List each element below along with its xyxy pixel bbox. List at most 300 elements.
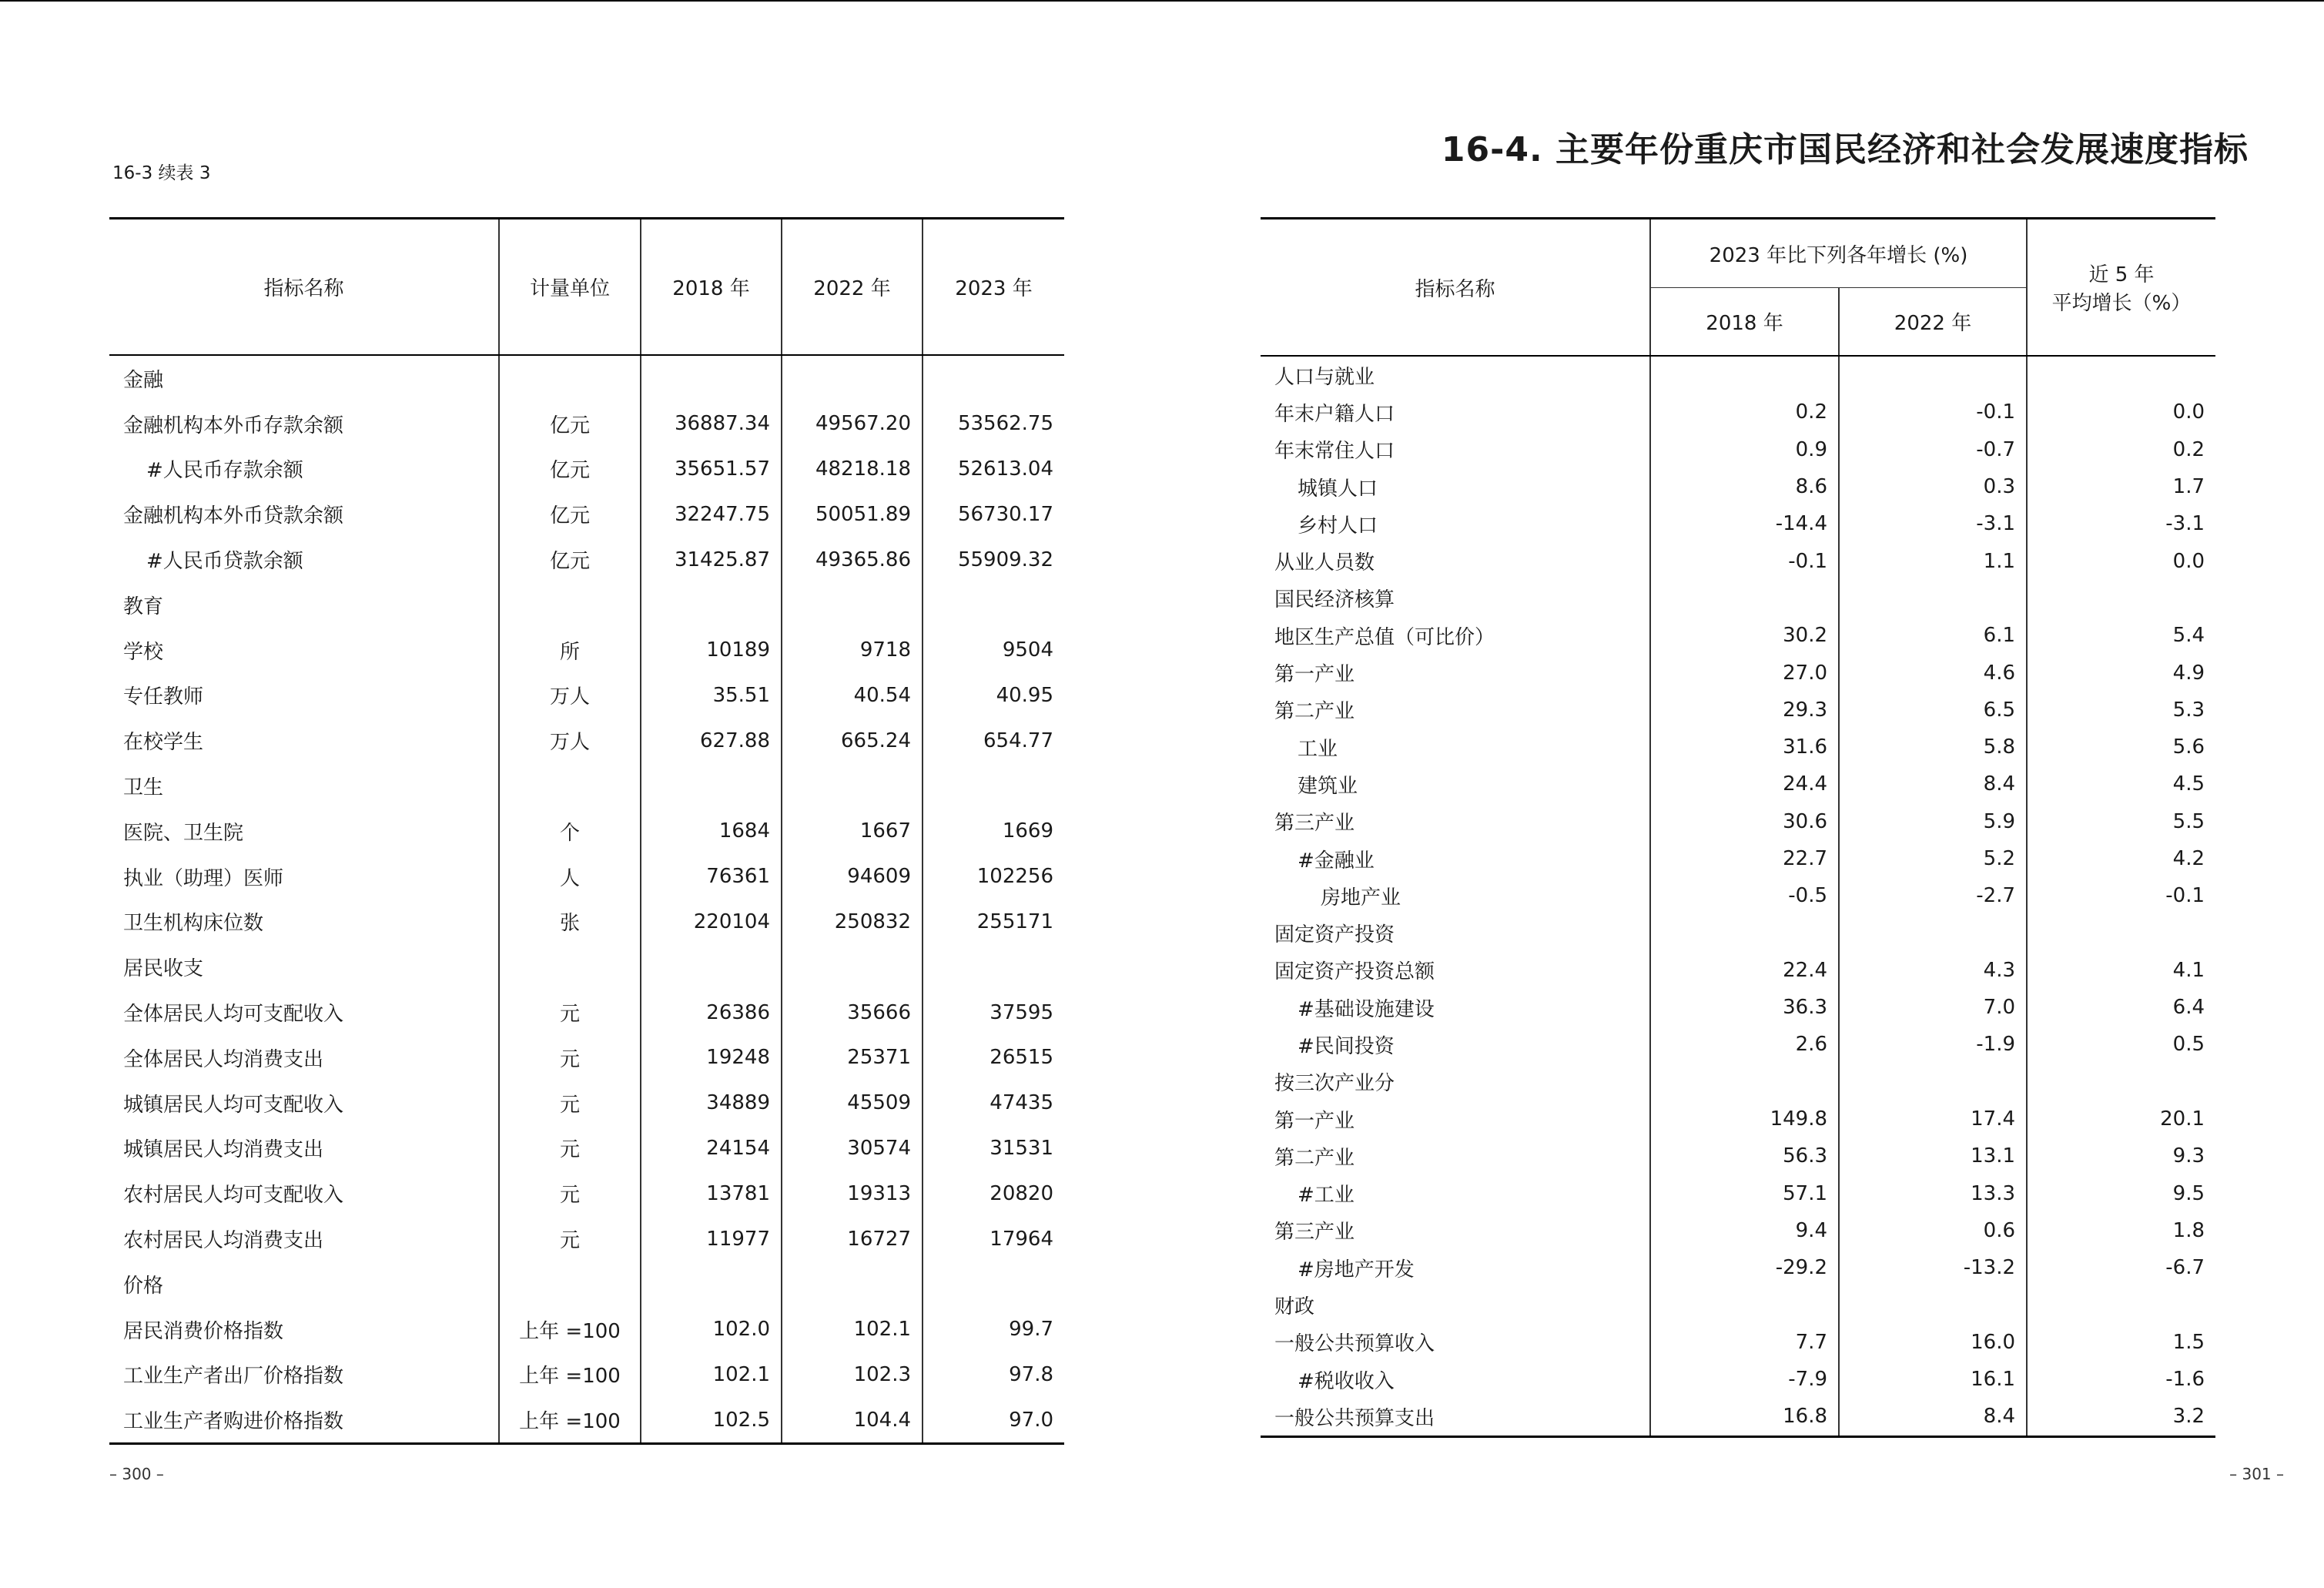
row-value-2022 — [782, 944, 923, 990]
row-value-2018: 627.88 — [641, 718, 782, 763]
row-growth-vs-2018: 27.0 — [1650, 654, 1839, 691]
row-value-2018 — [641, 355, 782, 401]
row-growth-vs-2018: 7.7 — [1650, 1324, 1839, 1361]
row-unit: 亿元 — [499, 491, 641, 537]
table-row — [1261, 580, 2215, 617]
row-indicator-name: 工业生产者购进价格指数 — [109, 1397, 499, 1443]
row-growth-vs-2018: 0.9 — [1650, 431, 1839, 468]
row-value-2018: 1684 — [641, 809, 782, 854]
row-5yr-average — [2027, 914, 2215, 951]
row-value-2023 — [923, 1261, 1064, 1307]
row-growth-vs-2018: -29.2 — [1650, 1249, 1839, 1286]
row-growth-vs-2018: 56.3 — [1650, 1137, 1839, 1174]
row-indicator-name: 从业人员数 — [1274, 551, 1375, 575]
row-growth-vs-2022: 5.9 — [1839, 803, 2027, 840]
row-growth-vs-2018: 30.2 — [1650, 617, 1839, 654]
row-unit: 张 — [499, 900, 641, 945]
row-5yr-average: 4.5 — [2027, 766, 2215, 802]
row-indicator-name: #基础设施建设 — [1298, 997, 1435, 1021]
row-indicator-name: 医院、卫生院 — [123, 821, 244, 845]
table-row — [1261, 542, 2215, 579]
row-indicator-name: 按三次产业分 — [1274, 1072, 1395, 1096]
row-growth-vs-2018: -14.4 — [1650, 505, 1839, 542]
table-row — [109, 1216, 1064, 1261]
table-row — [109, 990, 1064, 1035]
table-row — [1261, 840, 2215, 877]
table-row — [1261, 729, 2215, 766]
row-indicator-name: 第一产业 — [1274, 663, 1355, 687]
row-indicator-name: 第二产业 — [1274, 1146, 1355, 1170]
row-unit: 亿元 — [499, 447, 641, 492]
row-indicator-name: 第三产业 — [1274, 812, 1355, 836]
row-growth-vs-2022: 6.1 — [1839, 617, 2027, 654]
right-page — [1162, 0, 2324, 1588]
row-value-2018 — [641, 763, 782, 809]
header-indicator-name: 指标名称 — [1261, 219, 1650, 357]
row-growth-vs-2018: 9.4 — [1650, 1212, 1839, 1249]
row-growth-vs-2018 — [1650, 1286, 1839, 1323]
row-value-2022: 94609 — [782, 854, 923, 900]
row-indicator-name: 年末常住人口 — [1274, 440, 1395, 464]
row-value-2018: 220104 — [641, 900, 782, 945]
row-value-2022: 25371 — [782, 1035, 923, 1080]
table-row — [109, 1307, 1064, 1352]
row-value-2022 — [782, 763, 923, 809]
row-growth-vs-2022 — [1839, 914, 2027, 951]
row-value-2023 — [923, 944, 1064, 990]
row-5yr-average: 3.2 — [2027, 1398, 2215, 1436]
row-5yr-average: 1.7 — [2027, 468, 2215, 505]
table-row — [109, 447, 1064, 492]
row-growth-vs-2018: 57.1 — [1650, 1175, 1839, 1212]
row-value-2022: 104.4 — [782, 1397, 923, 1443]
page-number: – 301 – — [2229, 1465, 2284, 1483]
row-growth-vs-2022: 4.3 — [1839, 952, 2027, 989]
row-growth-vs-2022: 0.6 — [1839, 1212, 2027, 1249]
row-5yr-average: 5.4 — [2027, 617, 2215, 654]
row-5yr-average: -3.1 — [2027, 505, 2215, 542]
row-growth-vs-2022: 7.0 — [1839, 989, 2027, 1026]
row-value-2022: 45509 — [782, 1080, 923, 1126]
row-unit — [499, 944, 641, 990]
row-growth-vs-2022: -0.7 — [1839, 431, 2027, 468]
row-indicator-name: 在校学生 — [123, 731, 204, 755]
table-row — [1261, 766, 2215, 802]
row-growth-vs-2022: -0.1 — [1839, 394, 2027, 431]
row-growth-vs-2022 — [1839, 1064, 2027, 1101]
row-value-2022: 102.3 — [782, 1352, 923, 1398]
row-unit: 亿元 — [499, 537, 641, 582]
row-indicator-name: 年末户籍人口 — [1274, 402, 1395, 426]
row-growth-vs-2018: 22.7 — [1650, 840, 1839, 877]
row-value-2023: 1669 — [923, 809, 1064, 854]
table-row — [109, 1261, 1064, 1307]
row-indicator-name: 工业 — [1298, 737, 1338, 761]
row-growth-vs-2018: 16.8 — [1650, 1398, 1839, 1436]
table-row — [1261, 1175, 2215, 1212]
row-value-2018: 102.0 — [641, 1307, 782, 1352]
row-indicator-name: 居民收支 — [123, 957, 204, 981]
row-value-2023: 99.7 — [923, 1307, 1064, 1352]
row-indicator-name: 价格 — [123, 1274, 164, 1298]
row-indicator-name: 一般公共预算支出 — [1261, 1398, 1650, 1436]
table-row — [1261, 505, 2215, 542]
row-indicator-name: #人民币贷款余额 — [146, 550, 303, 574]
row-value-2022 — [782, 582, 923, 628]
row-value-2018: 13781 — [641, 1171, 782, 1216]
row-indicator-name: #金融业 — [1298, 849, 1375, 873]
row-growth-vs-2018: 149.8 — [1650, 1101, 1839, 1137]
row-indicator-name: 金融机构本外币存款余额 — [123, 414, 344, 437]
row-value-2023: 31531 — [923, 1126, 1064, 1171]
row-indicator-name: 城镇人口 — [1298, 477, 1378, 501]
row-growth-vs-2022: 4.6 — [1839, 654, 2027, 691]
row-unit: 元 — [499, 1216, 641, 1261]
row-growth-vs-2018: 8.6 — [1650, 468, 1839, 505]
row-growth-vs-2018 — [1650, 356, 1839, 394]
table-row — [1261, 1101, 2215, 1137]
row-5yr-average — [2027, 580, 2215, 617]
table-row — [109, 401, 1064, 447]
row-value-2023: 97.8 — [923, 1352, 1064, 1398]
row-value-2023: 20820 — [923, 1171, 1064, 1216]
row-value-2023: 26515 — [923, 1035, 1064, 1080]
row-growth-vs-2018: -7.9 — [1650, 1361, 1839, 1398]
row-value-2018: 11977 — [641, 1216, 782, 1261]
row-value-2023: 654.77 — [923, 718, 1064, 763]
row-5yr-average: 4.1 — [2027, 952, 2215, 989]
row-growth-vs-2022: 13.1 — [1839, 1137, 2027, 1174]
row-indicator-name: 人口与就业 — [1274, 365, 1375, 389]
table-row — [109, 763, 1064, 809]
table-row — [1261, 654, 2215, 691]
table-row — [109, 537, 1064, 582]
row-unit: 个 — [499, 809, 641, 854]
header-2022: 2022 年 — [782, 219, 923, 356]
row-unit: 上年 =100 — [499, 1397, 641, 1443]
table-row — [109, 628, 1064, 673]
row-value-2022 — [782, 1261, 923, 1307]
row-indicator-name: #工业 — [1298, 1184, 1355, 1208]
row-unit: 元 — [499, 1035, 641, 1080]
row-growth-vs-2018: 30.6 — [1650, 803, 1839, 840]
row-5yr-average: 0.0 — [2027, 542, 2215, 579]
row-growth-vs-2022: 6.5 — [1839, 692, 2027, 729]
row-value-2023: 52613.04 — [923, 447, 1064, 492]
row-value-2023: 55909.32 — [923, 537, 1064, 582]
table-row — [109, 1352, 1064, 1398]
row-indicator-name: #民间投资 — [1298, 1034, 1395, 1058]
row-value-2022: 48218.18 — [782, 447, 923, 492]
row-5yr-average: -1.6 — [2027, 1361, 2215, 1398]
table-row — [1261, 1398, 2215, 1436]
row-growth-vs-2022: 16.0 — [1839, 1324, 2027, 1361]
header-growth-group: 2023 年比下列各年增长 (%) — [1650, 219, 2027, 288]
row-growth-vs-2018: -0.5 — [1650, 877, 1839, 914]
row-unit — [499, 763, 641, 809]
row-indicator-name: 卫生 — [123, 776, 164, 800]
row-growth-vs-2018: 22.4 — [1650, 952, 1839, 989]
row-5yr-average: 1.5 — [2027, 1324, 2215, 1361]
row-growth-vs-2018 — [1650, 914, 1839, 951]
row-growth-vs-2018: 36.3 — [1650, 989, 1839, 1026]
table-row — [1261, 394, 2215, 431]
row-value-2022: 9718 — [782, 628, 923, 673]
row-growth-vs-2022: 5.2 — [1839, 840, 2027, 877]
row-unit: 上年 =100 — [499, 1307, 641, 1352]
header-5yr-average — [2027, 219, 2215, 357]
table-row — [109, 491, 1064, 537]
table-row — [109, 1397, 1064, 1443]
finance-education-table — [109, 217, 1064, 1445]
row-unit: 上年 =100 — [499, 1352, 641, 1398]
header-2022: 2022 年 — [1839, 288, 2027, 357]
row-value-2022: 50051.89 — [782, 491, 923, 537]
row-value-2018: 102.5 — [641, 1397, 782, 1443]
table-row — [1261, 468, 2215, 505]
row-value-2018: 26386 — [641, 990, 782, 1035]
row-unit — [499, 355, 641, 401]
row-growth-vs-2018: 2.6 — [1650, 1026, 1839, 1063]
row-value-2023: 37595 — [923, 990, 1064, 1035]
row-value-2018: 102.1 — [641, 1352, 782, 1398]
row-indicator-name: #税收收入 — [1298, 1369, 1395, 1393]
row-indicator-name: 城镇居民人均可支配收入 — [123, 1093, 344, 1117]
row-value-2022: 665.24 — [782, 718, 923, 763]
row-indicator-name: 固定资产投资总额 — [1274, 960, 1435, 984]
table-header-row — [1261, 219, 2215, 288]
row-value-2023: 102256 — [923, 854, 1064, 900]
row-indicator-name: #房地产开发 — [1298, 1258, 1415, 1281]
row-value-2023: 47435 — [923, 1080, 1064, 1126]
row-growth-vs-2022: 8.4 — [1839, 1398, 2027, 1436]
row-value-2018 — [641, 1261, 782, 1307]
row-value-2018: 35.51 — [641, 673, 782, 719]
row-value-2018: 19248 — [641, 1035, 782, 1080]
row-indicator-name: 专任教师 — [123, 685, 204, 709]
row-growth-vs-2018: 29.3 — [1650, 692, 1839, 729]
row-value-2018: 34889 — [641, 1080, 782, 1126]
row-growth-vs-2022 — [1839, 356, 2027, 394]
row-value-2023: 97.0 — [923, 1397, 1064, 1443]
row-5yr-average: 5.3 — [2027, 692, 2215, 729]
row-value-2018: 32247.75 — [641, 491, 782, 537]
table-row — [1261, 877, 2215, 914]
table-caption: 16-3 续表 3 — [112, 163, 211, 183]
row-indicator-name: 一般公共预算收入 — [1274, 1332, 1435, 1356]
row-unit: 所 — [499, 628, 641, 673]
row-value-2022 — [782, 355, 923, 401]
row-unit: 元 — [499, 1126, 641, 1171]
row-indicator-name: 执业（助理）医师 — [123, 866, 284, 890]
row-indicator-name: 固定资产投资 — [1274, 923, 1395, 947]
table-row — [1261, 1026, 2215, 1063]
growth-rate-table — [1261, 217, 2215, 1438]
row-growth-vs-2022: -13.2 — [1839, 1249, 2027, 1286]
row-growth-vs-2022: 13.3 — [1839, 1175, 2027, 1212]
table-row — [1261, 692, 2215, 729]
row-unit — [499, 582, 641, 628]
row-value-2018: 35651.57 — [641, 447, 782, 492]
row-value-2018: 76361 — [641, 854, 782, 900]
row-growth-vs-2022: -1.9 — [1839, 1026, 2027, 1063]
table-row — [1261, 356, 2215, 394]
table-row — [109, 673, 1064, 719]
row-unit — [499, 1261, 641, 1307]
header-2023: 2023 年 — [923, 219, 1064, 356]
table-row — [109, 900, 1064, 945]
row-unit: 元 — [499, 1080, 641, 1126]
row-unit: 元 — [499, 990, 641, 1035]
row-5yr-average: 20.1 — [2027, 1101, 2215, 1137]
table-row — [1261, 914, 2215, 951]
header-2018: 2018 年 — [1650, 288, 1839, 357]
row-indicator-name: 第二产业 — [1274, 700, 1355, 724]
table-row — [109, 582, 1064, 628]
row-value-2022: 49365.86 — [782, 537, 923, 582]
row-5yr-average: 1.8 — [2027, 1212, 2215, 1249]
row-indicator-name: 国民经济核算 — [1274, 588, 1395, 612]
row-5yr-average: 5.5 — [2027, 803, 2215, 840]
row-5yr-average: 9.3 — [2027, 1137, 2215, 1174]
row-value-2023 — [923, 355, 1064, 401]
row-growth-vs-2022: -2.7 — [1839, 877, 2027, 914]
page-title: 16-4. 主要年份重庆市国民经济和社会发展速度指标 — [1441, 130, 2249, 169]
row-indicator-name: 卫生机构床位数 — [123, 912, 264, 936]
row-growth-vs-2018: 0.2 — [1650, 394, 1839, 431]
table-row — [109, 1126, 1064, 1171]
table-row — [1261, 1137, 2215, 1174]
row-growth-vs-2018 — [1650, 1064, 1839, 1101]
row-value-2018: 24154 — [641, 1126, 782, 1171]
table-row — [109, 1080, 1064, 1126]
row-value-2022: 250832 — [782, 900, 923, 945]
row-5yr-average: 0.2 — [2027, 431, 2215, 468]
table-row — [109, 718, 1064, 763]
row-value-2023: 53562.75 — [923, 401, 1064, 447]
row-value-2018: 36887.34 — [641, 401, 782, 447]
row-indicator-name: 财政 — [1274, 1295, 1315, 1319]
row-indicator-name: 学校 — [123, 640, 164, 664]
table-row — [109, 1171, 1064, 1216]
row-indicator-name: 地区生产总值（可比价） — [1274, 625, 1495, 649]
table-row — [109, 854, 1064, 900]
row-indicator-name: 第一产业 — [1274, 1109, 1355, 1133]
row-5yr-average: 6.4 — [2027, 989, 2215, 1026]
row-growth-vs-2018 — [1650, 580, 1839, 617]
row-value-2023: 255171 — [923, 900, 1064, 945]
row-indicator-name: 全体居民人均消费支出 — [123, 1047, 324, 1071]
table-row — [1261, 1212, 2215, 1249]
table-header-row — [109, 219, 1064, 356]
row-value-2022: 30574 — [782, 1126, 923, 1171]
row-5yr-average — [2027, 356, 2215, 394]
row-indicator-name: 农村居民人均可支配收入 — [123, 1184, 344, 1208]
row-value-2023: 40.95 — [923, 673, 1064, 719]
row-growth-vs-2022: 8.4 — [1839, 766, 2027, 802]
header-unit: 计量单位 — [499, 219, 641, 356]
row-5yr-average: -0.1 — [2027, 877, 2215, 914]
row-value-2023 — [923, 582, 1064, 628]
table-row — [1261, 617, 2215, 654]
row-5yr-average: 4.9 — [2027, 654, 2215, 691]
table-row — [109, 1035, 1064, 1080]
row-unit: 人 — [499, 854, 641, 900]
table-row — [1261, 1361, 2215, 1398]
row-indicator-name: 第三产业 — [1274, 1221, 1355, 1245]
row-value-2022: 49567.20 — [782, 401, 923, 447]
row-indicator-name: 居民消费价格指数 — [123, 1319, 284, 1343]
table-row — [1261, 431, 2215, 468]
table-row — [109, 944, 1064, 990]
table-row — [1261, 1249, 2215, 1286]
row-value-2023: 9504 — [923, 628, 1064, 673]
header-2018: 2018 年 — [641, 219, 782, 356]
row-5yr-average — [2027, 1286, 2215, 1323]
row-growth-vs-2022: -3.1 — [1839, 505, 2027, 542]
row-value-2023 — [923, 763, 1064, 809]
row-unit: 元 — [499, 1171, 641, 1216]
row-indicator-name: 金融机构本外币贷款余额 — [123, 504, 344, 528]
page-number: – 300 – — [109, 1465, 164, 1483]
row-indicator-name: 全体居民人均可支配收入 — [123, 1003, 344, 1027]
row-value-2022: 40.54 — [782, 673, 923, 719]
row-5yr-average — [2027, 1064, 2215, 1101]
table-row — [1261, 1286, 2215, 1323]
table-row — [1261, 1064, 2215, 1101]
row-growth-vs-2022: 17.4 — [1839, 1101, 2027, 1137]
row-growth-vs-2022: 16.1 — [1839, 1361, 2027, 1398]
row-unit: 万人 — [499, 673, 641, 719]
table-row — [1261, 989, 2215, 1026]
row-growth-vs-2018: -0.1 — [1650, 542, 1839, 579]
row-value-2022: 19313 — [782, 1171, 923, 1216]
row-growth-vs-2022: 1.1 — [1839, 542, 2027, 579]
row-5yr-average: 0.5 — [2027, 1026, 2215, 1063]
row-value-2018: 31425.87 — [641, 537, 782, 582]
row-indicator-name: 金融 — [123, 368, 164, 392]
row-indicator-name: 建筑业 — [1298, 774, 1358, 798]
row-indicator-name: 农村居民人均消费支出 — [123, 1229, 324, 1253]
row-indicator-name: 工业生产者出厂价格指数 — [123, 1365, 344, 1389]
row-growth-vs-2022: 0.3 — [1839, 468, 2027, 505]
header-5yr-line1: 近 5 年 — [2088, 263, 2155, 286]
row-growth-vs-2022 — [1839, 1286, 2027, 1323]
row-5yr-average: 9.5 — [2027, 1175, 2215, 1212]
row-value-2018 — [641, 582, 782, 628]
table-row — [1261, 803, 2215, 840]
row-indicator-name: 教育 — [123, 595, 164, 618]
row-5yr-average: 4.2 — [2027, 840, 2215, 877]
row-indicator-name: 乡村人口 — [1298, 514, 1378, 538]
row-5yr-average: -6.7 — [2027, 1249, 2215, 1286]
row-indicator-name: #人民币存款余额 — [146, 459, 303, 483]
row-unit: 亿元 — [499, 401, 641, 447]
row-value-2018 — [641, 944, 782, 990]
row-value-2022: 35666 — [782, 990, 923, 1035]
table-row — [1261, 952, 2215, 989]
row-indicator-name: 房地产业 — [1321, 886, 1401, 910]
row-5yr-average: 5.6 — [2027, 729, 2215, 766]
table-row — [109, 355, 1064, 401]
row-indicator-name: 城镇居民人均消费支出 — [123, 1138, 324, 1162]
row-growth-vs-2022 — [1839, 580, 2027, 617]
row-value-2022: 16727 — [782, 1216, 923, 1261]
row-value-2018: 10189 — [641, 628, 782, 673]
header-indicator-name: 指标名称 — [109, 219, 499, 356]
row-unit: 万人 — [499, 718, 641, 763]
header-5yr-line2: 平均增长（%） — [2051, 292, 2192, 315]
